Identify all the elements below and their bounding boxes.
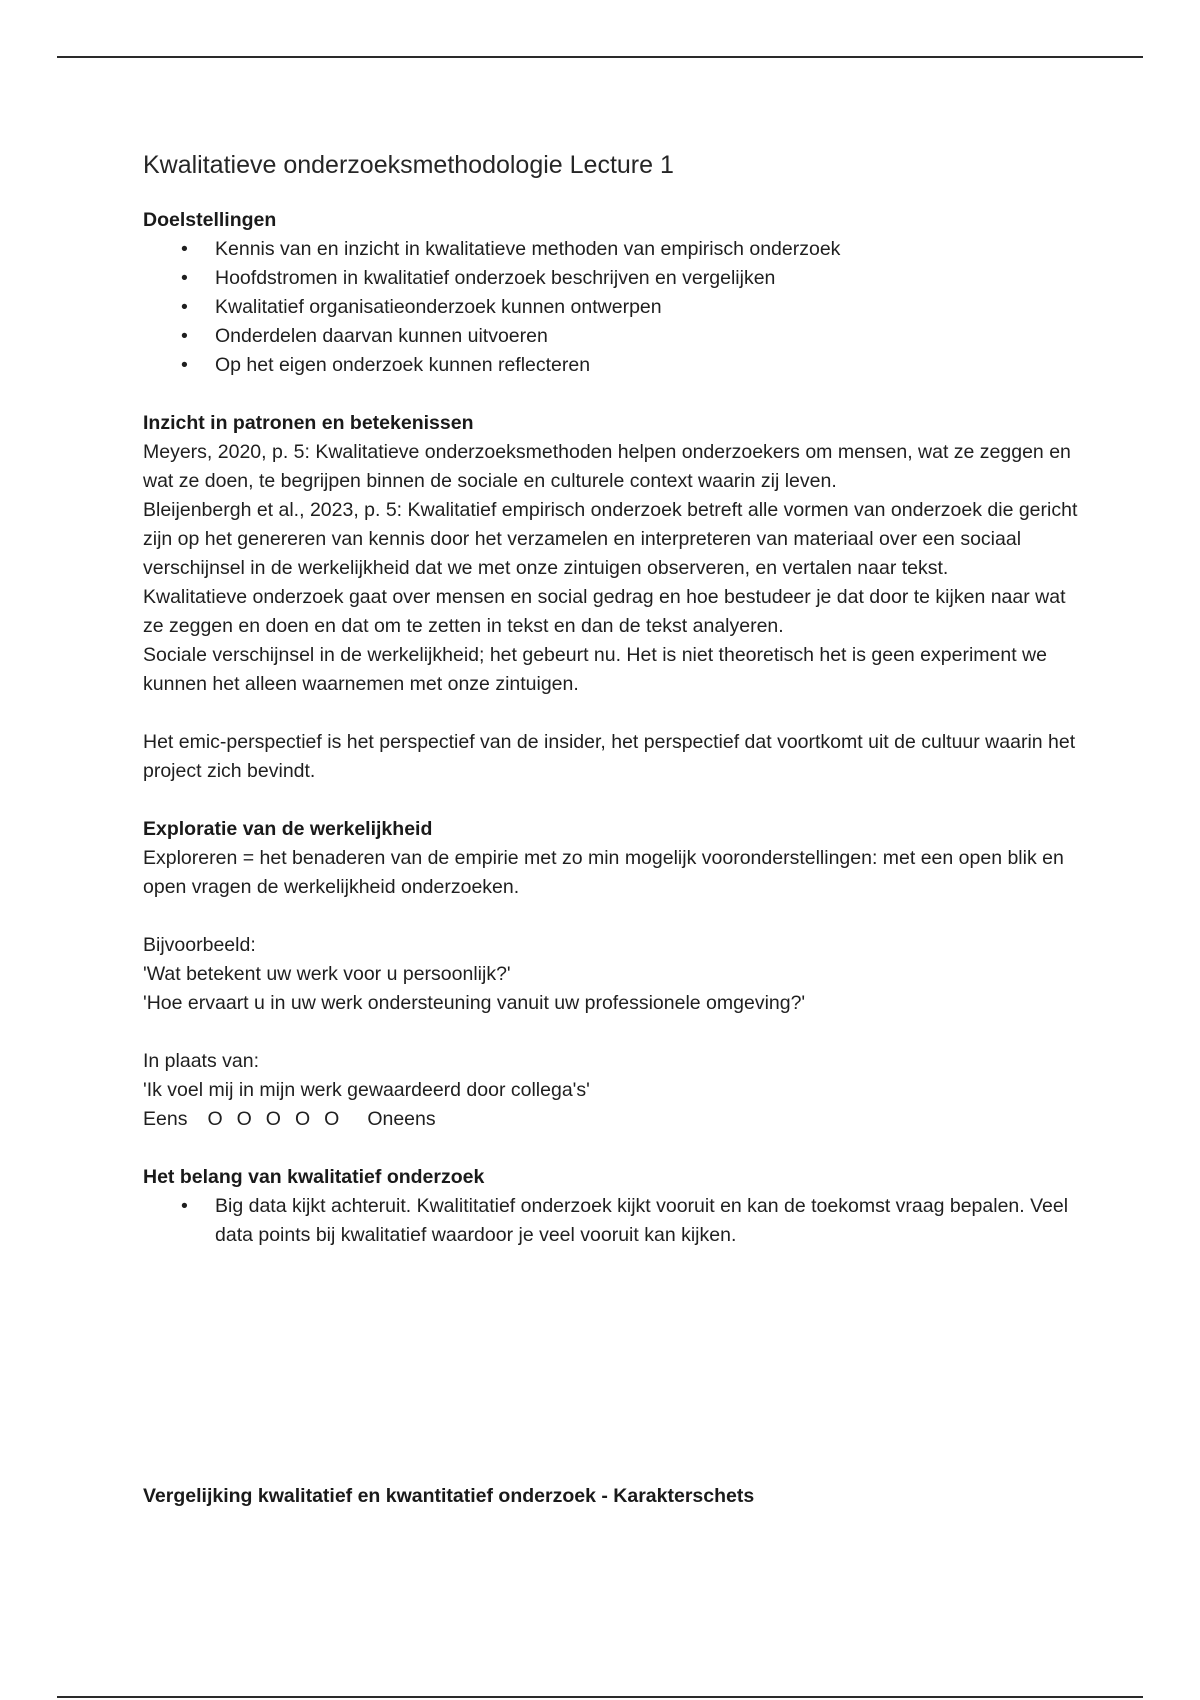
paragraph-sociale-verschijnsel: Sociale verschijnsel in de werkelijkheid; het gebeurt nu. Het is niet theoretisch het is geen experiment we kunnen het alleen waarnemen met onze zintuigen. — [143, 644, 1047, 695]
document-title: Kwalitatieve onderzoeksmethodologie Lecture 1 — [143, 151, 674, 179]
bullet-icon: • — [181, 354, 188, 376]
document-page — [143, 140, 1083, 1511]
likert-scale — [143, 1105, 1083, 1134]
bullet-icon: • — [181, 238, 188, 260]
example-question-1: 'Wat betekent uw werk voor u persoonlijk?' — [143, 963, 511, 985]
example-question-2: 'Hoe ervaart u in uw werk ondersteuning vanuit uw professionele omgeving?' — [143, 992, 806, 1014]
heading-inzicht: Inzicht in patronen en betekenissen — [143, 412, 474, 434]
list-item: • Hoofdstromen in kwalitatief onderzoek beschrijven en vergelijken — [215, 264, 1083, 293]
spacer — [143, 786, 1083, 815]
bullet-icon: • — [181, 296, 188, 318]
heading-belang: Het belang van kwalitatief onderzoek — [143, 1166, 485, 1188]
paragraph-exploreren: Exploreren = het benaderen van de empirie met zo min mogelijk vooronderstellingen: met een open blik en open vragen de werkelijkheid onderzoeken. — [143, 847, 1064, 898]
list-item: • Kwalitatief organisatieonderzoek kunnen ontwerpen — [215, 293, 1083, 322]
scale-option: O — [207, 1108, 223, 1130]
scale-option: O — [294, 1108, 311, 1130]
instead-statement: 'Ik voel mij in mijn werk gewaardeerd door collega's' — [143, 1079, 590, 1101]
scale-option: O — [324, 1108, 340, 1130]
heading-doelstellingen: Doelstellingen — [143, 209, 277, 231]
spacer — [143, 1134, 1083, 1163]
scale-left-label: Eens — [143, 1108, 188, 1130]
example-label: Bijvoorbeeld: — [143, 934, 256, 956]
top-page-rule — [57, 56, 1143, 58]
bottom-page-rule — [57, 1696, 1143, 1698]
heading-vergelijking: Vergelijking kwalitatief en kwantitatief onderzoek - Karakterschets — [143, 1485, 755, 1507]
heading-exploratie: Exploratie van de werkelijkheid — [143, 818, 433, 840]
spacer — [143, 902, 1083, 931]
spacer — [143, 1018, 1083, 1047]
paragraph-kwalitatief-onderzoek: Kwalitatieve onderzoek gaat over mensen en social gedrag en hoe bestudeer je dat door te kijken naar wat ze zeggen en doen en dat om te zetten in tekst en dan de tekst analyeren. — [143, 586, 1066, 637]
scale-right-label: Oneens — [367, 1108, 436, 1130]
paragraph-meyers: Meyers, 2020, p. 5: Kwalitatieve onderzoeksmethoden helpen onderzoekers om mensen, wat ze zeggen en wat ze doen, te begrijpen binnen de sociale en culturele context waarin zij leven. — [143, 441, 1071, 492]
paragraph-emic-perspectief: Het emic-perspectief is het perspectief van de insider, het perspectief dat voortkomt uit de cultuur waarin het project zich bevindt. — [143, 731, 1076, 782]
spacer — [143, 1250, 1083, 1482]
belang-list — [143, 1192, 1083, 1250]
paragraph-bleijenbergh: Bleijenbergh et al., 2023, p. 5: Kwalitatief empirisch onderzoek betreft alle vormen van onderzoek die gericht zijn op het genereren van kennis door het verzamelen en interpreteren van materiaal over een sociaal verschijnsel in de werkelijkheid dat we met onze zintuigen observeren, en vertalen naar tekst. — [143, 499, 1078, 579]
list-item: • Kennis van en inzicht in kwalitatieve methoden van empirisch onderzoek — [215, 235, 1083, 264]
scale-option: O — [265, 1108, 281, 1130]
bullet-icon: • — [181, 1195, 188, 1217]
doelstellingen-list — [143, 235, 1083, 380]
scale-options — [207, 1105, 339, 1134]
spacer — [143, 699, 1083, 728]
bullet-icon: • — [181, 325, 188, 347]
instead-label: In plaats van: — [143, 1050, 259, 1072]
list-item: • Op het eigen onderzoek kunnen reflecteren — [215, 351, 1083, 380]
bullet-icon: • — [181, 267, 188, 289]
list-item: • Big data kijkt achteruit. Kwalititatief onderzoek kijkt vooruit en kan de toekomst vraag bepalen. Veel data points bij kwalitatief waardoor je veel vooruit kan kijken. — [215, 1192, 1083, 1250]
spacer — [143, 380, 1083, 409]
scale-option: O — [236, 1108, 252, 1130]
list-item: • Onderdelen daarvan kunnen uitvoeren — [215, 322, 1083, 351]
